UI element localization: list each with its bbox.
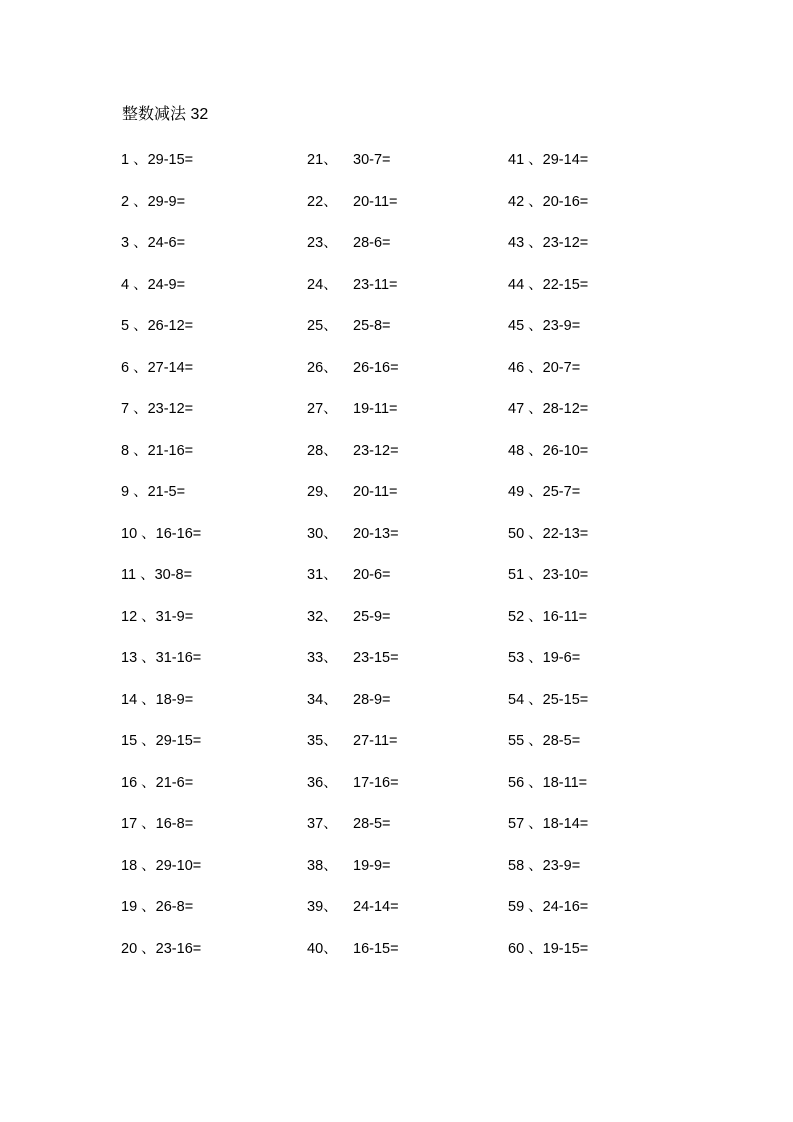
- problem-expression: 16-16=: [155, 525, 202, 542]
- problem-number: 33、: [307, 650, 338, 666]
- problem-number: 41 、: [508, 152, 543, 168]
- problem-expression: 28-5=: [353, 816, 391, 832]
- problem-item: [121, 149, 321, 191]
- problem-item: [121, 274, 321, 316]
- problem-number: 48 、: [508, 442, 543, 459]
- problem-expression: 28-5=: [542, 733, 581, 749]
- problem-item: [508, 564, 708, 606]
- problem-expression: 25-15=: [542, 691, 589, 708]
- problem-expression: 28-12=: [542, 401, 589, 417]
- problem-expression: 20-11=: [353, 484, 398, 500]
- problem-item: [508, 938, 708, 980]
- problem-expression: 22-13=: [542, 525, 589, 542]
- problem-number: 10 、: [121, 525, 156, 542]
- problem-number: 13 、: [121, 650, 156, 666]
- problem-item: [307, 938, 507, 980]
- problem-column-1: [121, 149, 321, 979]
- problem-number: 55 、: [508, 733, 543, 749]
- problem-item: [508, 606, 708, 648]
- problem-expression: 30-8=: [154, 567, 193, 583]
- problem-column-3: [508, 149, 708, 979]
- problem-item: [307, 896, 507, 938]
- problem-expression: 18-9=: [155, 691, 194, 708]
- problem-expression: 22-15=: [542, 276, 589, 293]
- problem-number: 18 、: [121, 857, 156, 874]
- problem-expression: 26-10=: [542, 442, 589, 459]
- problem-number: 27、: [307, 401, 338, 417]
- problem-expression: 29-15=: [147, 152, 194, 168]
- problem-expression: 23-10=: [542, 567, 589, 583]
- problem-expression: 23-12=: [542, 235, 589, 251]
- problem-number: 3 、: [121, 235, 148, 251]
- problem-expression: 23-15=: [353, 650, 399, 666]
- problem-number: 28、: [307, 442, 338, 459]
- problem-item: [121, 606, 321, 648]
- problem-item: [121, 855, 321, 897]
- problem-item: [121, 357, 321, 399]
- problem-item: [307, 232, 507, 274]
- problem-number: 59 、: [508, 899, 543, 915]
- problem-expression: 23-12=: [353, 442, 399, 459]
- problem-item: [121, 689, 321, 731]
- problem-number: 5 、: [121, 318, 148, 334]
- problem-expression: 26-8=: [155, 899, 194, 915]
- problem-number: 52 、: [508, 608, 543, 625]
- problem-number: 23、: [307, 235, 338, 251]
- problem-expression: 19-11=: [353, 401, 398, 417]
- problem-expression: 29-10=: [155, 857, 202, 874]
- problem-expression: 23-9=: [542, 318, 581, 334]
- problem-expression: 16-11=: [542, 608, 588, 625]
- problem-number: 24、: [307, 276, 338, 293]
- problem-expression: 20-11=: [353, 193, 398, 210]
- problem-number: 43 、: [508, 235, 543, 251]
- problem-number: 49 、: [508, 484, 543, 500]
- problem-number: 20 、: [121, 940, 156, 957]
- problem-number: 7 、: [121, 401, 148, 417]
- problem-expression: 23-11=: [353, 276, 398, 293]
- problem-expression: 20-7=: [542, 359, 581, 376]
- problem-number: 46 、: [508, 359, 543, 376]
- problem-expression: 28-9=: [353, 691, 391, 708]
- problem-number: 21、: [307, 152, 338, 168]
- problem-item: [121, 481, 321, 523]
- problem-expression: 20-16=: [542, 193, 589, 210]
- problem-expression: 18-11=: [542, 774, 588, 791]
- problem-expression: 26-12=: [147, 318, 194, 334]
- problem-expression: 31-16=: [155, 650, 202, 666]
- problem-item: [307, 813, 507, 855]
- problem-number: 26、: [307, 359, 338, 376]
- problem-item: [508, 315, 708, 357]
- problem-number: 11 、: [121, 567, 155, 583]
- problem-item: [508, 357, 708, 399]
- problem-item: [121, 564, 321, 606]
- problem-item: [508, 398, 708, 440]
- problem-item: [307, 191, 507, 233]
- problem-expression: 24-14=: [353, 899, 399, 915]
- problem-expression: 18-14=: [542, 816, 589, 832]
- problem-number: 17 、: [121, 816, 156, 832]
- problem-expression: 29-9=: [147, 193, 186, 210]
- problem-item: [508, 813, 708, 855]
- problem-expression: 21-6=: [155, 774, 194, 791]
- problem-expression: 20-13=: [353, 525, 399, 542]
- problem-number: 56 、: [508, 774, 543, 791]
- problem-number: 22、: [307, 193, 338, 210]
- problem-item: [508, 855, 708, 897]
- problem-expression: 25-7=: [542, 484, 581, 500]
- problem-number: 12 、: [121, 608, 156, 625]
- problem-item: [307, 647, 507, 689]
- problem-expression: 25-9=: [353, 608, 391, 625]
- problem-expression: 26-16=: [353, 359, 399, 376]
- problem-number: 8 、: [121, 442, 148, 459]
- problem-number: 40、: [307, 940, 338, 957]
- problem-expression: 24-6=: [147, 235, 186, 251]
- problem-number: 58 、: [508, 857, 543, 874]
- problem-number: 6 、: [121, 359, 148, 376]
- problem-item: [508, 647, 708, 689]
- problem-expression: 28-6=: [353, 235, 391, 251]
- problem-item: [121, 813, 321, 855]
- problem-item: [508, 232, 708, 274]
- problem-item: [121, 772, 321, 814]
- problem-item: [508, 689, 708, 731]
- problem-item: [307, 440, 507, 482]
- problem-number: 16 、: [121, 774, 156, 791]
- problem-item: [307, 689, 507, 731]
- problem-item: [307, 149, 507, 191]
- problem-number: 45 、: [508, 318, 543, 334]
- problem-number: 9 、: [121, 484, 148, 500]
- problem-item: [508, 440, 708, 482]
- problem-number: 35、: [307, 733, 338, 749]
- problem-expression: 19-15=: [542, 940, 589, 957]
- problem-expression: 16-8=: [155, 816, 194, 832]
- problem-item: [121, 398, 321, 440]
- problem-expression: 19-9=: [353, 857, 391, 874]
- problem-item: [121, 647, 321, 689]
- problem-item: [508, 481, 708, 523]
- problem-number: 34、: [307, 691, 338, 708]
- problem-item: [508, 191, 708, 233]
- problem-item: [121, 938, 321, 980]
- problem-item: [307, 315, 507, 357]
- problem-number: 53 、: [508, 650, 543, 666]
- problem-number: 25、: [307, 318, 338, 334]
- problem-expression: 27-14=: [147, 359, 194, 376]
- problem-item: [121, 896, 321, 938]
- problem-expression: 24-16=: [542, 899, 589, 915]
- problem-number: 29、: [307, 484, 338, 500]
- problem-number: 39、: [307, 899, 338, 915]
- problem-number: 54 、: [508, 691, 543, 708]
- problem-expression: 19-6=: [542, 650, 581, 666]
- problem-column-2: [307, 149, 507, 979]
- problem-number: 51 、: [508, 567, 543, 583]
- problem-number: 47 、: [508, 401, 543, 417]
- problem-item: [121, 315, 321, 357]
- problem-number: 4 、: [121, 276, 148, 293]
- problem-number: 57 、: [508, 816, 543, 832]
- problem-number: 50 、: [508, 525, 543, 542]
- problem-number: 14 、: [121, 691, 156, 708]
- problem-expression: 23-16=: [155, 940, 202, 957]
- problem-number: 15 、: [121, 733, 156, 749]
- problem-item: [121, 232, 321, 274]
- problem-expression: 29-14=: [542, 152, 589, 168]
- problem-expression: 20-6=: [353, 567, 391, 583]
- problem-expression: 23-12=: [147, 401, 194, 417]
- problem-number: 2 、: [121, 193, 148, 210]
- problem-item: [508, 149, 708, 191]
- problem-number: 60 、: [508, 940, 543, 957]
- problem-number: 1 、: [121, 152, 148, 168]
- problem-item: [307, 274, 507, 316]
- problem-item: [508, 772, 708, 814]
- problem-item: [307, 606, 507, 648]
- problem-expression: 21-5=: [147, 484, 186, 500]
- problem-number: 42 、: [508, 193, 543, 210]
- problem-item: [121, 730, 321, 772]
- problem-expression: 25-8=: [353, 318, 391, 334]
- problem-item: [307, 564, 507, 606]
- problem-number: 30、: [307, 525, 338, 542]
- problem-item: [121, 523, 321, 565]
- problem-number: 44 、: [508, 276, 543, 293]
- problem-item: [508, 896, 708, 938]
- problem-item: [307, 523, 507, 565]
- problem-item: [121, 440, 321, 482]
- problem-item: [121, 191, 321, 233]
- problem-item: [307, 855, 507, 897]
- problem-expression: 16-15=: [353, 940, 399, 957]
- problem-item: [307, 772, 507, 814]
- problem-expression: 21-16=: [147, 442, 194, 459]
- problem-expression: 27-11=: [353, 733, 398, 749]
- problem-number: 36、: [307, 774, 338, 791]
- problem-expression: 31-9=: [155, 608, 194, 625]
- page-title: 整数减法 32: [122, 106, 209, 123]
- problem-item: [307, 481, 507, 523]
- problem-number: 37、: [307, 816, 338, 832]
- problem-item: [307, 398, 507, 440]
- problem-number: 31、: [307, 567, 338, 583]
- problem-item: [307, 730, 507, 772]
- problem-item: [508, 274, 708, 316]
- problem-item: [508, 523, 708, 565]
- problem-expression: 24-9=: [147, 276, 186, 293]
- problem-expression: 23-9=: [542, 857, 581, 874]
- problem-expression: 17-16=: [353, 774, 399, 791]
- problem-item: [307, 357, 507, 399]
- problem-item: [508, 730, 708, 772]
- problem-number: 32、: [307, 608, 338, 625]
- problem-number: 38、: [307, 857, 338, 874]
- problem-expression: 30-7=: [353, 152, 391, 168]
- problem-expression: 29-15=: [155, 733, 202, 749]
- problem-number: 19 、: [121, 899, 156, 915]
